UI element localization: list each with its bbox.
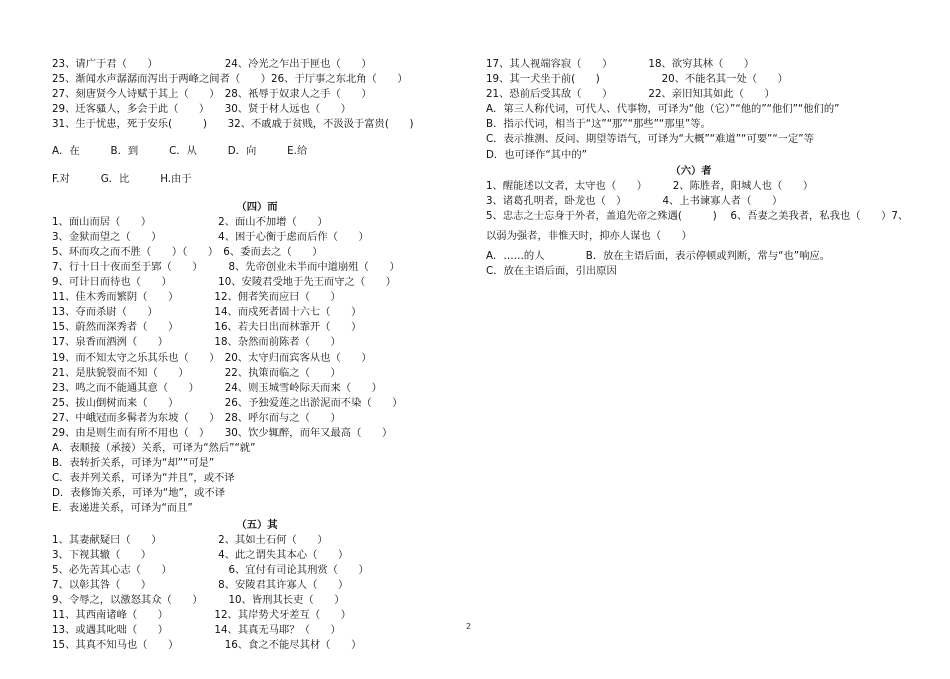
right-column [486, 57, 909, 279]
exercise-line: 9、可计日而待也（ ） 10、安陵君受地于先王而守之（ ） [52, 276, 397, 289]
zhe-exercise-block [486, 179, 909, 244]
exercise-line: 3、金狱而望之（ ） 4、困于心衡于虑而后作（ ） [52, 230, 369, 243]
usage-note: A．表顺接（承接）关系，可译为“然后”“就” [52, 442, 256, 455]
left-column [52, 57, 462, 653]
exercise-line: 15、其真不知马也（ ） 16、食之不能尽其材（ ） [52, 639, 362, 652]
exercise-line: 23、鸣之而不能通其意（ ） 24、则玉城雪岭际天而来（ ） [52, 381, 382, 394]
exercise-line: 11、佳木秀而繁阴（ ） 12、佣者笑而应曰（ ） [52, 291, 341, 304]
exercise-line: 17、泉香而酒洌（ ） 18、杂然而前陈者（ ） [52, 336, 341, 349]
exercise-line: 17、其人视端容寂（ ） 18、欲穷其林（ ） [486, 58, 755, 70]
usage-note: B．指示代词，相当于“这”“那”“那些”“那里”等。 [486, 118, 711, 131]
exercise-line: 以弱为强者，非惟天时，抑亦人谋也（ ） [486, 229, 692, 242]
usage-note: A．……的人 B．放在主语后面，表示停顿或判断，常与“也”响应。 [486, 250, 830, 263]
exercise-line: 1、面山而居（ ） 2、面山不加增（ ） [52, 215, 328, 228]
exercise-line: 31、生于忧患，死于安乐( ) 32、不戚戚于贫贱，不汲汲于富贵( ) [52, 118, 414, 131]
exercise-line: 29、迁客骚人，多会于此（ ） 30、贤于材人远也（ ） [52, 103, 352, 116]
er-usage-notes [52, 441, 462, 516]
answer-options-line: F.对 G．比 H.由于 [52, 172, 192, 185]
usage-note: C．放在主语后面，引出原因 [486, 265, 617, 278]
exercise-line: 21、是肤貌裂而不知（ ） 22、执策而临之（ ） [52, 366, 341, 379]
exercise-line: 3、下视其辙（ ） 4、此之谓失其本心（ ） [52, 548, 349, 561]
exercise-line: 27、刻唐贤今人诗赋于其上（ ） 28、衹辱于奴隶人之手（ ） [52, 88, 372, 101]
section-title-er: （四）而 [236, 200, 278, 213]
section-title-zhe: （六）者 [670, 164, 712, 177]
exercise-line: 7、以彰其咎（ ） 8、安陵君其许寡人（ ） [52, 578, 349, 591]
usage-note: D．表修饰关系，可译为“地”，或不译 [52, 487, 226, 500]
exercise-line: 11、其西南诸峰（ ） 12、其岸势犬牙差互（ ） [52, 609, 352, 621]
page-number: 2 [466, 622, 472, 631]
exercise-line: 23、请广于君（ ） 24、冷光之乍出于匣也（ ） [52, 58, 372, 70]
exercise-line: 21、恐前后受其敌（ ） 22、亲旧知其如此（ ） [486, 88, 775, 101]
usage-note: C．表示推测、反问、期望等语气，可译为“大概”“难道”“可要”“一定”等 [486, 133, 814, 146]
usage-note: E．表递进关系，可译为“而且” [52, 502, 193, 515]
exercise-line: 5、必先苦其心志（ ） 6、宜付有司论其刑赏（ ） [52, 563, 369, 576]
exercise-line: 15、蔚然而深秀者（ ） 16、若夫日出而林霏开（ ） [52, 321, 362, 334]
exercise-line: 25、渐闻水声潺潺而泻出于两峰之间者（ ）26、于厅事之东北角（ ） [52, 73, 408, 86]
exercise-line: 3、诸葛孔明者，卧龙也（ ） 4、上书谏寡人者（ ） [486, 194, 783, 207]
exercise-line: 29、由是则生而有所不用也（ ） 30、饮少辄醉，而年又最高（ ） [52, 426, 393, 439]
exercise-line: 1、醒能述以文者，太守也（ ） 2、陈胜者，阳城人也（ ） [486, 179, 814, 192]
exercise-line: 13、或遇其叱咄（ ） 14、其真无马耶？（ ） [52, 624, 341, 637]
exercise-line: 19、而不知太守之乐其乐也（ ） 20、太守归而宾客从也（ ） [52, 351, 372, 364]
qi-exercise-block [52, 533, 462, 654]
exercise-line: 27、中峨冠而多髯者为东坡（ ） 28、呼尔而与之（ ） [52, 411, 341, 424]
usage-note: C．表并列关系，可译为“并且”，或不译 [52, 472, 235, 485]
qi-exercise-block-continued [486, 57, 906, 102]
exercise-line: 19、其一犬坐于前( ) 20、不能名其一处（ ） [486, 73, 788, 86]
exercise-line: 9、令辱之，以激怒其众（ ） 10、皆刑其长吏（ ） [52, 593, 345, 606]
exercise-line: 5、忠志之士忘身于外者，盖追先帝之殊遇( ) 6、吾妻之美我者，私我也（ ）7、 [486, 209, 909, 222]
exercise-line: 1、其妻献疑曰（ ） 2、其如土石何（ ） [52, 533, 328, 546]
zhe-usage-notes [486, 249, 906, 279]
answer-options-line: A．在 B．到 C．从 D．向 E.给 [52, 145, 308, 158]
usage-note: B．表转折关系，可译为“却”“可是” [52, 457, 215, 470]
section-title-qi: （五）其 [236, 518, 278, 531]
qi-usage-notes [486, 102, 906, 162]
exercise-line: 5、环而攻之而不胜（ ）（ ） 6、委而去之（ ） [52, 245, 323, 258]
yu-exercise-block [52, 57, 462, 132]
exercise-line: 7、行十日十夜而至于郢（ ） 8、先帝创业未半而中道崩殂（ ） [52, 260, 400, 273]
er-exercise-block [52, 215, 462, 441]
usage-note: A．第三人称代词，可代人、代事物，可译为“他（它）”“他的”“他们”“他们的” [486, 103, 840, 116]
usage-note: D．也可译作“其中的” [486, 148, 587, 161]
exercise-line: 13、夺而杀尉（ ） 14、而戍死者固十六七（ ） [52, 306, 362, 319]
exercise-line: 25、拔山倒树而来（ ） 26、予独爱莲之出淤泥而不染（ ） [52, 396, 403, 409]
